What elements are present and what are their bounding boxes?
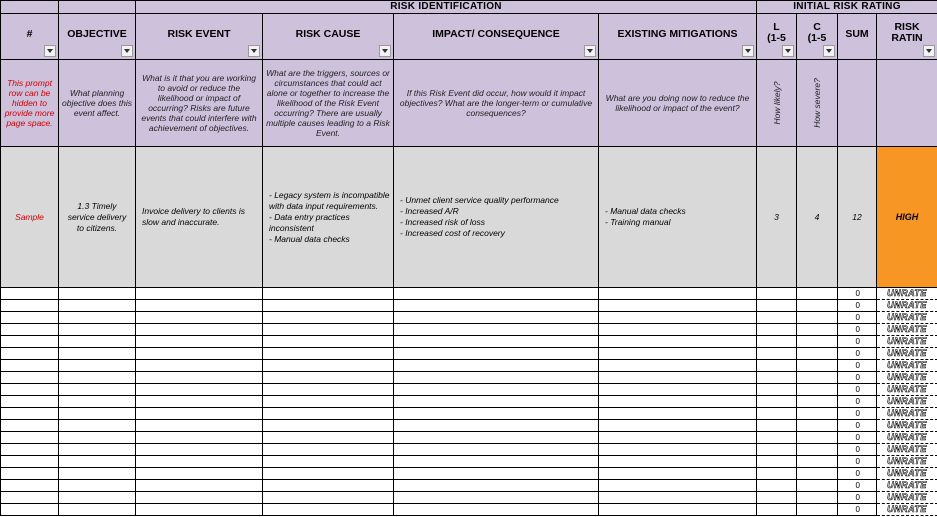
- row-cell[interactable]: [136, 468, 263, 480]
- row-cell[interactable]: [59, 468, 136, 480]
- row-cell[interactable]: [59, 456, 136, 468]
- row-cell[interactable]: [757, 384, 797, 396]
- row-cell[interactable]: [394, 492, 599, 504]
- header-sum[interactable]: SUM: [838, 14, 877, 60]
- row-cell[interactable]: [394, 396, 599, 408]
- row-cell[interactable]: [263, 348, 394, 360]
- row-cell[interactable]: [599, 348, 757, 360]
- row-cell[interactable]: [263, 432, 394, 444]
- row-cell[interactable]: [59, 300, 136, 312]
- sample-risk-cause[interactable]: - Legacy system is incompatible with data input requirements. - Data entry practices inconsistent - Manual data checks: [263, 147, 394, 288]
- row-cell[interactable]: [394, 444, 599, 456]
- row-cell[interactable]: [757, 492, 797, 504]
- row-cell[interactable]: [1, 336, 59, 348]
- row-cell[interactable]: [59, 336, 136, 348]
- row-cell[interactable]: [136, 324, 263, 336]
- row-cell[interactable]: [599, 372, 757, 384]
- row-cell[interactable]: [136, 360, 263, 372]
- row-cell[interactable]: [263, 456, 394, 468]
- row-cell[interactable]: [394, 288, 599, 300]
- group-risk-identification: RISK IDENTIFICATION: [136, 1, 757, 14]
- row-sum-cell[interactable]: 0: [838, 420, 877, 432]
- row-cell[interactable]: [394, 408, 599, 420]
- row-cell[interactable]: [599, 492, 757, 504]
- row-sum-cell[interactable]: 0: [838, 444, 877, 456]
- row-cell[interactable]: [797, 300, 838, 312]
- row-cell[interactable]: [59, 312, 136, 324]
- prompt-consequence[interactable]: How severe?: [797, 60, 838, 147]
- row-cell[interactable]: [394, 300, 599, 312]
- row-sum-cell[interactable]: 0: [838, 504, 877, 516]
- row-cell[interactable]: [394, 360, 599, 372]
- row-cell[interactable]: [599, 480, 757, 492]
- row-cell[interactable]: [1, 504, 59, 516]
- filter-dropdown-icon[interactable]: [44, 45, 56, 57]
- table-row: [1, 372, 937, 384]
- row-sum-cell[interactable]: 0: [838, 492, 877, 504]
- row-rating-cell[interactable]: UNRATE: [877, 396, 937, 408]
- row-cell[interactable]: [1, 324, 59, 336]
- row-cell[interactable]: [263, 300, 394, 312]
- row-cell[interactable]: [263, 492, 394, 504]
- prompt-risk-cause[interactable]: What are the triggers, sources or circumstances that could act alone or together to increase the likelihood of the Risk Event occurring? There are usually multiple causes leading to a Risk Event.: [263, 60, 394, 147]
- sample-impact[interactable]: - Unmet client service quality performance - Increased A/R - Increased risk of loss - Increased cost of recovery: [394, 147, 599, 288]
- row-cell[interactable]: [1, 468, 59, 480]
- row-cell[interactable]: [394, 336, 599, 348]
- row-cell[interactable]: [263, 288, 394, 300]
- row-cell[interactable]: [757, 288, 797, 300]
- row-cell[interactable]: [136, 432, 263, 444]
- row-cell[interactable]: [136, 480, 263, 492]
- header-risk-event[interactable]: RISK EVENT: [136, 14, 263, 60]
- row-cell[interactable]: [1, 444, 59, 456]
- row-rating-cell[interactable]: UNRATE: [877, 504, 937, 516]
- row-rating-cell[interactable]: UNRATE: [877, 480, 937, 492]
- row-cell[interactable]: [797, 408, 838, 420]
- sample-objective[interactable]: 1.3 Timely service delivery to citizens.: [59, 147, 136, 288]
- filter-dropdown-icon[interactable]: [923, 45, 935, 57]
- row-rating-cell[interactable]: UNRATE: [877, 300, 937, 312]
- table-row: [1, 480, 937, 492]
- sample-rating[interactable]: HIGH: [877, 147, 937, 288]
- header-impact[interactable]: IMPACT/ CONSEQUENCE: [394, 14, 599, 60]
- table-row: [1, 300, 937, 312]
- row-cell[interactable]: [263, 312, 394, 324]
- table-row: [1, 432, 937, 444]
- table-row: [1, 408, 937, 420]
- table-row: [1, 288, 937, 300]
- row-cell[interactable]: [136, 348, 263, 360]
- row-cell[interactable]: [136, 420, 263, 432]
- sample-mitigations[interactable]: - Manual data checks - Training manual: [599, 147, 757, 288]
- row-cell[interactable]: [599, 336, 757, 348]
- row-cell[interactable]: [797, 468, 838, 480]
- row-rating-cell[interactable]: UNRATE: [877, 312, 937, 324]
- header-likelihood[interactable]: L (1-5: [757, 14, 797, 60]
- row-rating-cell[interactable]: UNRATE: [877, 492, 937, 504]
- column-header-row: [1, 14, 937, 60]
- row-cell[interactable]: [757, 372, 797, 384]
- row-sum-cell[interactable]: 0: [838, 312, 877, 324]
- row-cell[interactable]: [59, 288, 136, 300]
- row-cell[interactable]: [394, 348, 599, 360]
- row-cell[interactable]: [59, 444, 136, 456]
- row-cell[interactable]: [797, 372, 838, 384]
- row-cell[interactable]: [599, 288, 757, 300]
- row-cell[interactable]: [263, 408, 394, 420]
- row-cell[interactable]: [1, 396, 59, 408]
- row-rating-cell[interactable]: UNRATE: [877, 432, 937, 444]
- row-cell[interactable]: [797, 432, 838, 444]
- row-cell[interactable]: [599, 324, 757, 336]
- row-cell[interactable]: [263, 372, 394, 384]
- row-rating-cell[interactable]: UNRATE: [877, 336, 937, 348]
- table-row: [1, 324, 937, 336]
- row-cell[interactable]: [59, 372, 136, 384]
- row-cell[interactable]: [394, 456, 599, 468]
- row-cell[interactable]: [599, 468, 757, 480]
- prompt-num[interactable]: This prompt row can be hidden to provide more page space.: [1, 60, 59, 147]
- row-cell[interactable]: [136, 300, 263, 312]
- row-cell[interactable]: [757, 504, 797, 516]
- header-mitigations[interactable]: EXISTING MITIGATIONS: [599, 14, 757, 60]
- table-row: [1, 396, 937, 408]
- row-cell[interactable]: [136, 444, 263, 456]
- sample-sum[interactable]: 12: [838, 147, 877, 288]
- row-cell[interactable]: [757, 480, 797, 492]
- table-row: [1, 468, 937, 480]
- row-cell[interactable]: [599, 444, 757, 456]
- row-cell[interactable]: [1, 432, 59, 444]
- prompt-sum[interactable]: [838, 60, 877, 147]
- row-cell[interactable]: [59, 396, 136, 408]
- row-cell[interactable]: [394, 312, 599, 324]
- row-cell[interactable]: [263, 336, 394, 348]
- row-cell[interactable]: [757, 396, 797, 408]
- row-rating-cell[interactable]: UNRATE: [877, 444, 937, 456]
- row-cell[interactable]: [1, 360, 59, 372]
- row-cell[interactable]: [263, 444, 394, 456]
- group-initial-risk-rating: INITIAL RISK RATING: [757, 1, 937, 14]
- row-cell[interactable]: [757, 348, 797, 360]
- row-cell[interactable]: [1, 348, 59, 360]
- row-cell[interactable]: [263, 480, 394, 492]
- table-row: [1, 504, 937, 516]
- row-cell[interactable]: [797, 396, 838, 408]
- row-cell[interactable]: [136, 336, 263, 348]
- row-cell[interactable]: [59, 420, 136, 432]
- table-row: [1, 360, 937, 372]
- prompt-mitigations[interactable]: What are you doing now to reduce the likelihood or impact of the event?: [599, 60, 757, 147]
- row-cell[interactable]: [394, 504, 599, 516]
- row-cell[interactable]: [797, 360, 838, 372]
- sample-consequence[interactable]: 4: [797, 147, 838, 288]
- row-rating-cell[interactable]: UNRATE: [877, 372, 937, 384]
- header-num[interactable]: #: [1, 14, 59, 60]
- row-cell[interactable]: [263, 504, 394, 516]
- table-row: [1, 384, 937, 396]
- group-blank-2: [59, 1, 136, 14]
- row-cell[interactable]: [1, 480, 59, 492]
- row-cell[interactable]: [599, 456, 757, 468]
- row-cell[interactable]: [1, 408, 59, 420]
- row-cell[interactable]: [757, 408, 797, 420]
- table-row: [1, 456, 937, 468]
- row-cell[interactable]: [599, 312, 757, 324]
- row-cell[interactable]: [1, 372, 59, 384]
- prompt-objective[interactable]: What planning objective does this event affect.: [59, 60, 136, 147]
- prompt-rating[interactable]: [877, 60, 937, 147]
- row-sum-cell[interactable]: 0: [838, 432, 877, 444]
- row-cell[interactable]: [797, 420, 838, 432]
- row-cell[interactable]: [1, 384, 59, 396]
- row-cell[interactable]: [394, 324, 599, 336]
- row-rating-cell[interactable]: UNRATE: [877, 324, 937, 336]
- row-cell[interactable]: [599, 396, 757, 408]
- row-cell[interactable]: [797, 456, 838, 468]
- filter-dropdown-icon[interactable]: [782, 45, 794, 57]
- row-sum-cell[interactable]: 0: [838, 396, 877, 408]
- row-cell[interactable]: [263, 360, 394, 372]
- row-sum-cell[interactable]: 0: [838, 324, 877, 336]
- row-cell[interactable]: [599, 360, 757, 372]
- row-cell[interactable]: [136, 456, 263, 468]
- row-sum-cell[interactable]: 0: [838, 300, 877, 312]
- row-cell[interactable]: [797, 288, 838, 300]
- filter-dropdown-icon[interactable]: [121, 45, 133, 57]
- row-sum-cell[interactable]: 0: [838, 372, 877, 384]
- row-cell[interactable]: [797, 384, 838, 396]
- group-header-row: [1, 1, 937, 14]
- row-cell[interactable]: [1, 420, 59, 432]
- prompt-likelihood[interactable]: How likely?: [757, 60, 797, 147]
- table-row: [1, 348, 937, 360]
- row-sum-cell[interactable]: 0: [838, 408, 877, 420]
- table-row: [1, 336, 937, 348]
- empty-rows: [1, 288, 937, 516]
- row-cell[interactable]: [394, 384, 599, 396]
- row-cell[interactable]: [59, 408, 136, 420]
- row-cell[interactable]: [263, 396, 394, 408]
- row-cell[interactable]: [757, 420, 797, 432]
- row-cell[interactable]: [136, 372, 263, 384]
- row-cell[interactable]: [1, 312, 59, 324]
- row-cell[interactable]: [757, 300, 797, 312]
- table-row: [1, 492, 937, 504]
- row-cell[interactable]: [797, 492, 838, 504]
- row-sum-cell[interactable]: 0: [838, 360, 877, 372]
- filter-dropdown-icon[interactable]: [742, 45, 754, 57]
- row-cell[interactable]: [1, 456, 59, 468]
- row-cell[interactable]: [599, 420, 757, 432]
- prompt-row: [1, 60, 937, 147]
- filter-dropdown-icon[interactable]: [584, 45, 596, 57]
- row-cell[interactable]: [136, 408, 263, 420]
- row-cell[interactable]: [59, 432, 136, 444]
- row-cell[interactable]: [1, 288, 59, 300]
- row-cell[interactable]: [59, 324, 136, 336]
- row-cell[interactable]: [263, 468, 394, 480]
- row-rating-cell[interactable]: UNRATE: [877, 348, 937, 360]
- header-objective[interactable]: OBJECTIVE: [59, 14, 136, 60]
- row-cell[interactable]: [136, 504, 263, 516]
- sample-num[interactable]: Sample: [1, 147, 59, 288]
- row-cell[interactable]: [136, 396, 263, 408]
- row-sum-cell[interactable]: 0: [838, 384, 877, 396]
- row-sum-cell[interactable]: 0: [838, 480, 877, 492]
- row-cell[interactable]: [1, 300, 59, 312]
- row-cell[interactable]: [797, 504, 838, 516]
- header-consequence[interactable]: C (1-5: [797, 14, 838, 60]
- row-cell[interactable]: [394, 480, 599, 492]
- prompt-impact[interactable]: If this Risk Event did occur, how would it impact objectives? What are the longer-term or cumulative consequences?: [394, 60, 599, 147]
- row-cell[interactable]: [394, 432, 599, 444]
- row-cell[interactable]: [136, 288, 263, 300]
- row-cell[interactable]: [757, 456, 797, 468]
- row-sum-cell[interactable]: 0: [838, 348, 877, 360]
- header-risk-cause[interactable]: RISK CAUSE: [263, 14, 394, 60]
- row-cell[interactable]: [599, 384, 757, 396]
- row-cell[interactable]: [59, 348, 136, 360]
- row-cell[interactable]: [1, 492, 59, 504]
- row-cell[interactable]: [59, 360, 136, 372]
- filter-dropdown-icon[interactable]: [823, 45, 835, 57]
- row-rating-cell[interactable]: UNRATE: [877, 288, 937, 300]
- row-cell[interactable]: [599, 504, 757, 516]
- row-cell[interactable]: [136, 492, 263, 504]
- row-rating-cell[interactable]: UNRATE: [877, 408, 937, 420]
- row-cell[interactable]: [757, 324, 797, 336]
- row-cell[interactable]: [59, 504, 136, 516]
- row-cell[interactable]: [797, 480, 838, 492]
- prompt-risk-event[interactable]: What is it that you are working to avoid or reduce the likelihood or impact of occurring? Risks are future events that could interfere with achievement of objectives.: [136, 60, 263, 147]
- filter-dropdown-icon[interactable]: [379, 45, 391, 57]
- row-cell[interactable]: [599, 408, 757, 420]
- row-cell[interactable]: [757, 444, 797, 456]
- row-cell[interactable]: [757, 468, 797, 480]
- row-rating-cell[interactable]: UNRATE: [877, 360, 937, 372]
- row-cell[interactable]: [757, 360, 797, 372]
- row-cell[interactable]: [797, 444, 838, 456]
- row-cell[interactable]: [136, 384, 263, 396]
- row-cell[interactable]: [599, 432, 757, 444]
- sample-likelihood[interactable]: 3: [757, 147, 797, 288]
- header-risk-rating[interactable]: RISK RATIN: [877, 14, 937, 60]
- row-rating-cell[interactable]: UNRATE: [877, 420, 937, 432]
- row-cell[interactable]: [59, 384, 136, 396]
- row-sum-cell[interactable]: 0: [838, 468, 877, 480]
- row-cell[interactable]: [757, 432, 797, 444]
- sample-row: [1, 147, 937, 288]
- row-rating-cell[interactable]: UNRATE: [877, 456, 937, 468]
- row-sum-cell[interactable]: 0: [838, 456, 877, 468]
- row-sum-cell[interactable]: 0: [838, 288, 877, 300]
- row-cell[interactable]: [599, 300, 757, 312]
- row-cell[interactable]: [263, 324, 394, 336]
- row-cell[interactable]: [757, 336, 797, 348]
- group-blank-1: [1, 1, 59, 14]
- row-cell[interactable]: [797, 336, 838, 348]
- row-cell[interactable]: [263, 384, 394, 396]
- row-cell[interactable]: [394, 468, 599, 480]
- row-sum-cell[interactable]: 0: [838, 336, 877, 348]
- sample-risk-event[interactable]: Invoice delivery to clients is slow and inaccurate.: [136, 147, 263, 288]
- row-cell[interactable]: [136, 312, 263, 324]
- row-cell[interactable]: [797, 312, 838, 324]
- row-cell[interactable]: [394, 420, 599, 432]
- table-row: [1, 420, 937, 432]
- row-cell[interactable]: [263, 420, 394, 432]
- filter-dropdown-icon[interactable]: [248, 45, 260, 57]
- table-row: [1, 444, 937, 456]
- row-cell[interactable]: [797, 348, 838, 360]
- row-cell[interactable]: [59, 480, 136, 492]
- row-cell[interactable]: [59, 492, 136, 504]
- table-row: [1, 312, 937, 324]
- row-rating-cell[interactable]: UNRATE: [877, 384, 937, 396]
- row-cell[interactable]: [757, 312, 797, 324]
- row-cell[interactable]: [797, 324, 838, 336]
- row-cell[interactable]: [394, 372, 599, 384]
- row-rating-cell[interactable]: UNRATE: [877, 468, 937, 480]
